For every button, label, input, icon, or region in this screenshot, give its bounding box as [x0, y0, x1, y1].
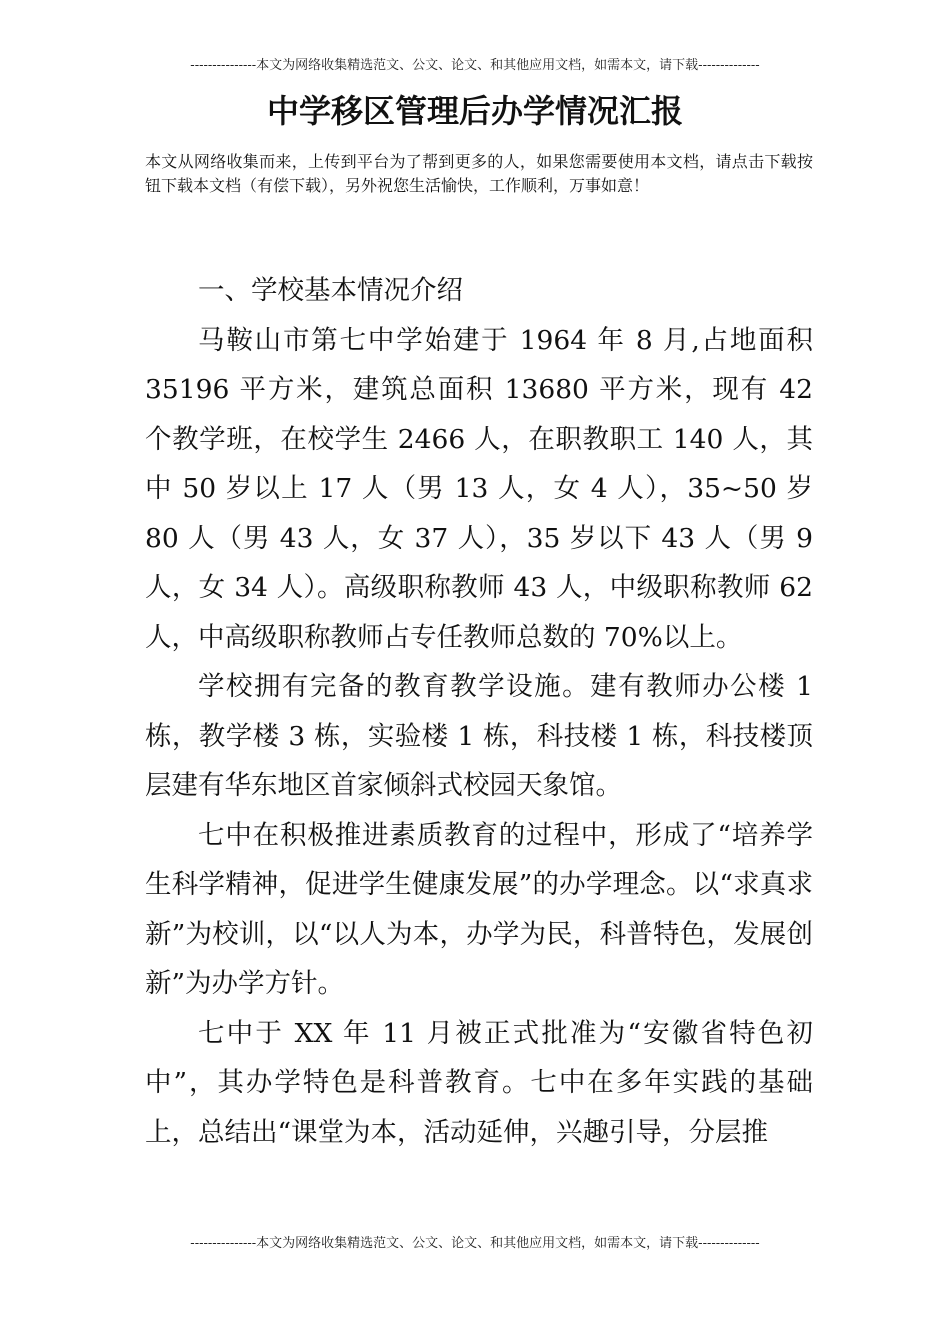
section-heading: 一、学校基本情况介绍	[198, 275, 463, 306]
body-paragraph: 七中于 XX 年 11 月被正式批准为“安徽省特色初中”，其办学特色是科普教育。七中在多年实践的基础上，总结出“课堂为本，活动延伸，兴趣引导，分层推	[145, 1017, 813, 1148]
body-paragraph: 学校拥有完备的教育教学设施。建有教师办公楼 1 栋，教学楼 3 栋，实验楼 1 栋，科技楼 1 栋，科技楼顶层建有华东地区首家倾斜式校园天象馆。	[145, 671, 813, 801]
body-paragraph: 马鞍山市第七中学始建于 1964 年 8 月,占地面积 35196 平方米，建筑总面积 13680 平方米，现有 42 个教学班，在校学生 2466 人，在职教职工 140 人，其中 50 岁以上 17 人（男 13 人，女 4 人），35~50 岁 80 人（男 43 人，女 37 人），35 岁以下 43 人（男 9 人，女 34 人）。高级职称教师 43 人，中级职称教师 62 人，中高级职称教师占专任教师总数的 70%以上。	[145, 324, 813, 653]
body-paragraph: 七中在积极推进素质教育的过程中，形成了“培养学生科学精神，促进学生健康发展”的办学理念。以“求真求新”为校训，以“以人为本，办学为民，科普特色，发展创新”为办学方针。	[145, 819, 813, 999]
document-title: 中学移区管理后办学情况汇报	[266, 92, 683, 130]
footer-banner: ---------------本文为网络收集精选范文、公文、论文、和其他应用文档，如需本文，请下载--------------	[190, 1236, 760, 1251]
header-banner: ---------------本文为网络收集精选范文、公文、论文、和其他应用文档，如需本文，请下载--------------	[190, 58, 760, 73]
document-body	[145, 266, 813, 1157]
download-notice: 本文从网络收集而来，上传到平台为了帮到更多的人，如果您需要使用本文档，请点击下载按钮下载本文档（有偿下载），另外祝您生活愉快，工作顺利，万事如意！	[145, 152, 813, 195]
